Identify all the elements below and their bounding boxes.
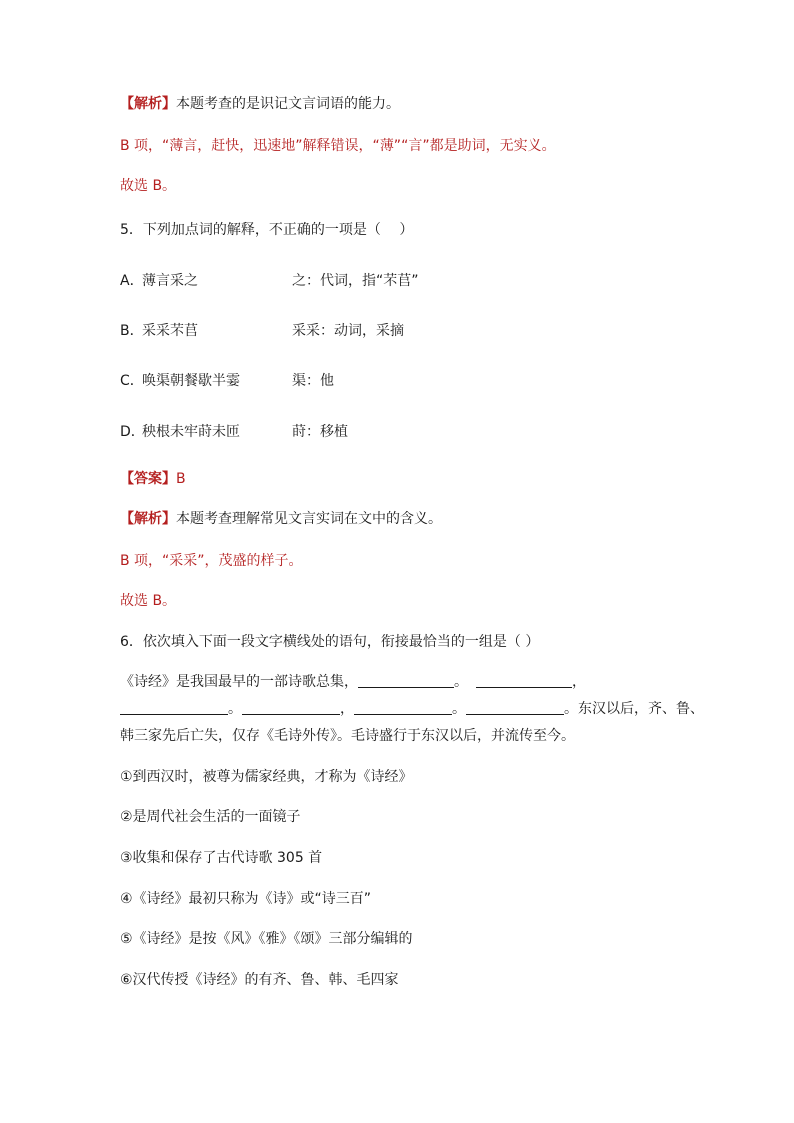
q4-analysis-tag: 【解析】 [120,96,176,112]
option-label: D． [120,424,145,440]
q5-option-c [120,370,690,392]
q6-item-3: ③收集和保存了古代诗歌 305 首 [120,850,323,866]
option-note: 莳：移植 [292,424,348,440]
option-word: 薄言采之 [142,273,198,289]
q6-passage-line-3: 韩三家先后亡失，仅存《毛诗外传》。毛诗盛行于东汉以后，并流传至今。 [120,728,575,744]
q5-stem: 5．下列加点词的解释，不正确的一项是（ ） [120,222,414,238]
q6-item-2: ②是周代社会生活的一面镜子 [120,809,301,825]
q5-answer: B [176,471,186,487]
q5-analysis-text: 本题考查理解常见文言实词在文中的含义。 [176,511,442,527]
blank-1[interactable] [358,671,454,688]
blank-2[interactable] [476,671,572,688]
q4-conclusion: 故选 B。 [120,178,177,194]
q5-analysis-line [120,508,442,530]
q5-option-b [120,320,690,342]
option-word: 唤渠朝餐歇半霎 [142,373,240,389]
option-word: 秧根未牢莳未匝 [142,424,240,440]
q6-passage-line-2 [120,698,704,720]
q6-item-4: ④《诗经》最初只称为《诗》或“诗三百” [120,891,372,907]
blank-5[interactable] [354,698,452,715]
q5-analysis-tag: 【解析】 [120,511,176,527]
q6-item-5: ⑤《诗经》是按《风》《雅》《颂》三部分编辑的 [120,931,413,947]
document-page [120,0,704,1123]
q6-stem: 6．依次填入下面一段文字横线处的语句，衔接最恰当的一组是（ ） [120,634,540,650]
q6-passage-line-1 [120,671,586,693]
q5-option-a [120,270,690,292]
passage-punct: 。 [454,674,468,690]
q5-explanation: B 项，“采采”，茂盛的样子。 [120,553,303,569]
passage-punct: ， [572,674,586,690]
option-note: 采采：动词，采摘 [292,323,404,339]
q5-answer-tag: 【答案】 [120,471,176,487]
q5-conclusion: 故选 B。 [120,593,177,609]
passage-text: 。东汉以后，齐、鲁、 [564,701,704,717]
q5-answer-line [120,468,186,490]
passage-punct: 。 [452,701,466,717]
q5-option-d [120,421,690,443]
option-label: C． [120,373,144,389]
q4-explanation: B 项，“薄言，赶快，迅速地”解释错误，“薄”“言”都是助词，无实义。 [120,138,556,154]
option-word: 采采芣苢 [142,323,198,339]
q6-item-6: ⑥汉代传授《诗经》的有齐、鲁、韩、毛四家 [120,972,399,988]
q4-analysis-text: 本题考查的是识记文言词语的能力。 [176,96,400,112]
q6-item-1: ①到西汉时，被尊为儒家经典，才称为《诗经》 [120,769,413,785]
option-label: A． [120,273,144,289]
passage-text: 《诗经》是我国最早的一部诗歌总集， [120,674,358,690]
option-label: B． [120,323,144,339]
passage-punct: 。 [228,701,242,717]
passage-punct: ， [340,701,354,717]
blank-4[interactable] [242,698,340,715]
blank-3[interactable] [120,698,228,715]
option-note: 之：代词，指“芣苢” [292,273,419,289]
option-note: 渠：他 [292,373,334,389]
q4-analysis-line [120,93,400,115]
blank-6[interactable] [466,698,564,715]
